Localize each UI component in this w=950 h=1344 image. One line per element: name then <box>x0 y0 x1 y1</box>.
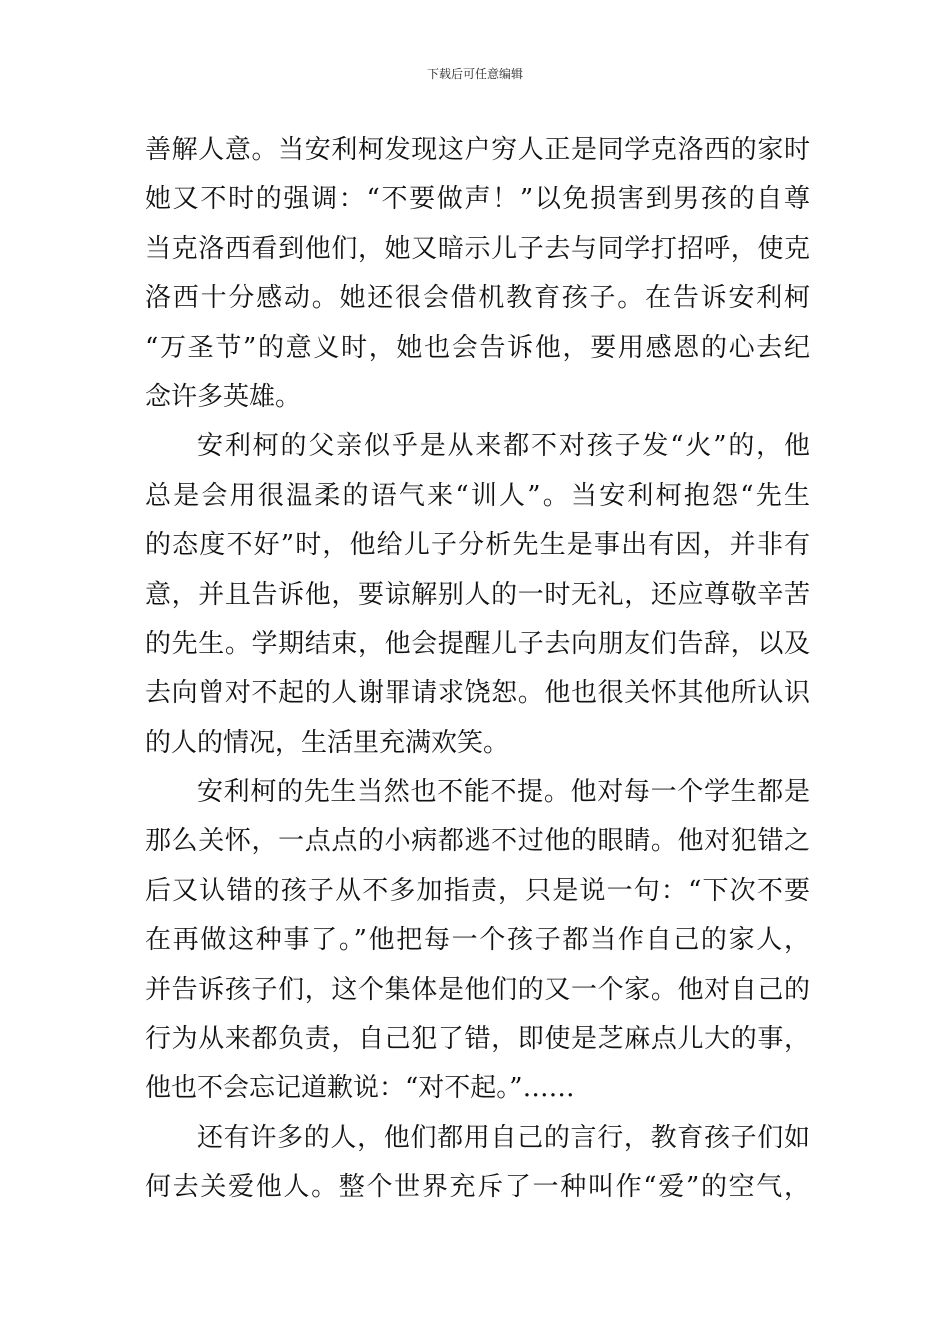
text-line: 总是会用很温柔的语气来“训人”。当安利柯抱怨“先生 <box>145 480 810 511</box>
text-line: 的态度不好”时，他给儿子分析先生是事出有因，并非有 <box>145 530 810 561</box>
text-line: 的先生。学期结束，他会提醒儿子去向朋友们告辞，以及 <box>145 628 810 659</box>
body-text <box>145 126 810 1213</box>
text-line: 他也不会忘记道歉说：“对不起。”…… <box>145 1073 575 1104</box>
text-line: 她又不时的强调：“不要做声！”以免损害到男孩的自尊 <box>145 184 810 215</box>
page-header: 下载后可任意编辑 <box>426 67 523 81</box>
text-line: 行为从来都负责，自己犯了错，即使是芝麻点儿大的事， <box>145 1024 810 1055</box>
text-line: 意，并且告诉他，要谅解别人的一时无礼，还应尊敬辛苦 <box>145 579 810 610</box>
text-line: 当克洛西看到他们，她又暗示儿子去与同学打招呼，使克 <box>145 233 810 264</box>
text-line: 在再做这种事了。”他把每一个孩子都当作自己的家人， <box>145 925 810 956</box>
text-line: 善解人意。当安利柯发现这户穷人正是同学克洛西的家时 <box>145 135 810 165</box>
text-line: 何去关爱他人。整个世界充斥了一种叫作“爱”的空气， <box>145 1172 810 1203</box>
text-line: 去向曾对不起的人谢罪请求饶恕。他也很关怀其他所认识 <box>145 678 810 709</box>
text-line: “万圣节”的意义时，她也会告诉他，要用感恩的心去纪 <box>145 332 810 363</box>
paragraph-start-line: 安利柯的父亲似乎是从来都不对孩子发“火”的，他 <box>197 431 810 462</box>
text-line: 的人的情况，生活里充满欢笑。 <box>145 727 510 758</box>
text-line: 念许多英雄。 <box>145 381 302 412</box>
text-line: 并告诉孩子们，这个集体是他们的又一个家。他对自己的 <box>145 974 810 1005</box>
text-line: 后又认错的孩子从不多加指责，只是说一句：“下次不要 <box>145 875 810 906</box>
text-line: 洛西十分感动。她还很会借机教育孩子。在告诉安利柯 <box>145 283 810 314</box>
paragraph-start-line: 安利柯的先生当然也不能不提。他对每一个学生都是 <box>197 777 810 808</box>
text-line: 那么关怀，一点点的小病都逃不过他的眼睛。他对犯错之 <box>145 826 810 857</box>
paragraph-start-line: 还有许多的人，他们都用自己的言行，教育孩子们如 <box>197 1122 810 1153</box>
